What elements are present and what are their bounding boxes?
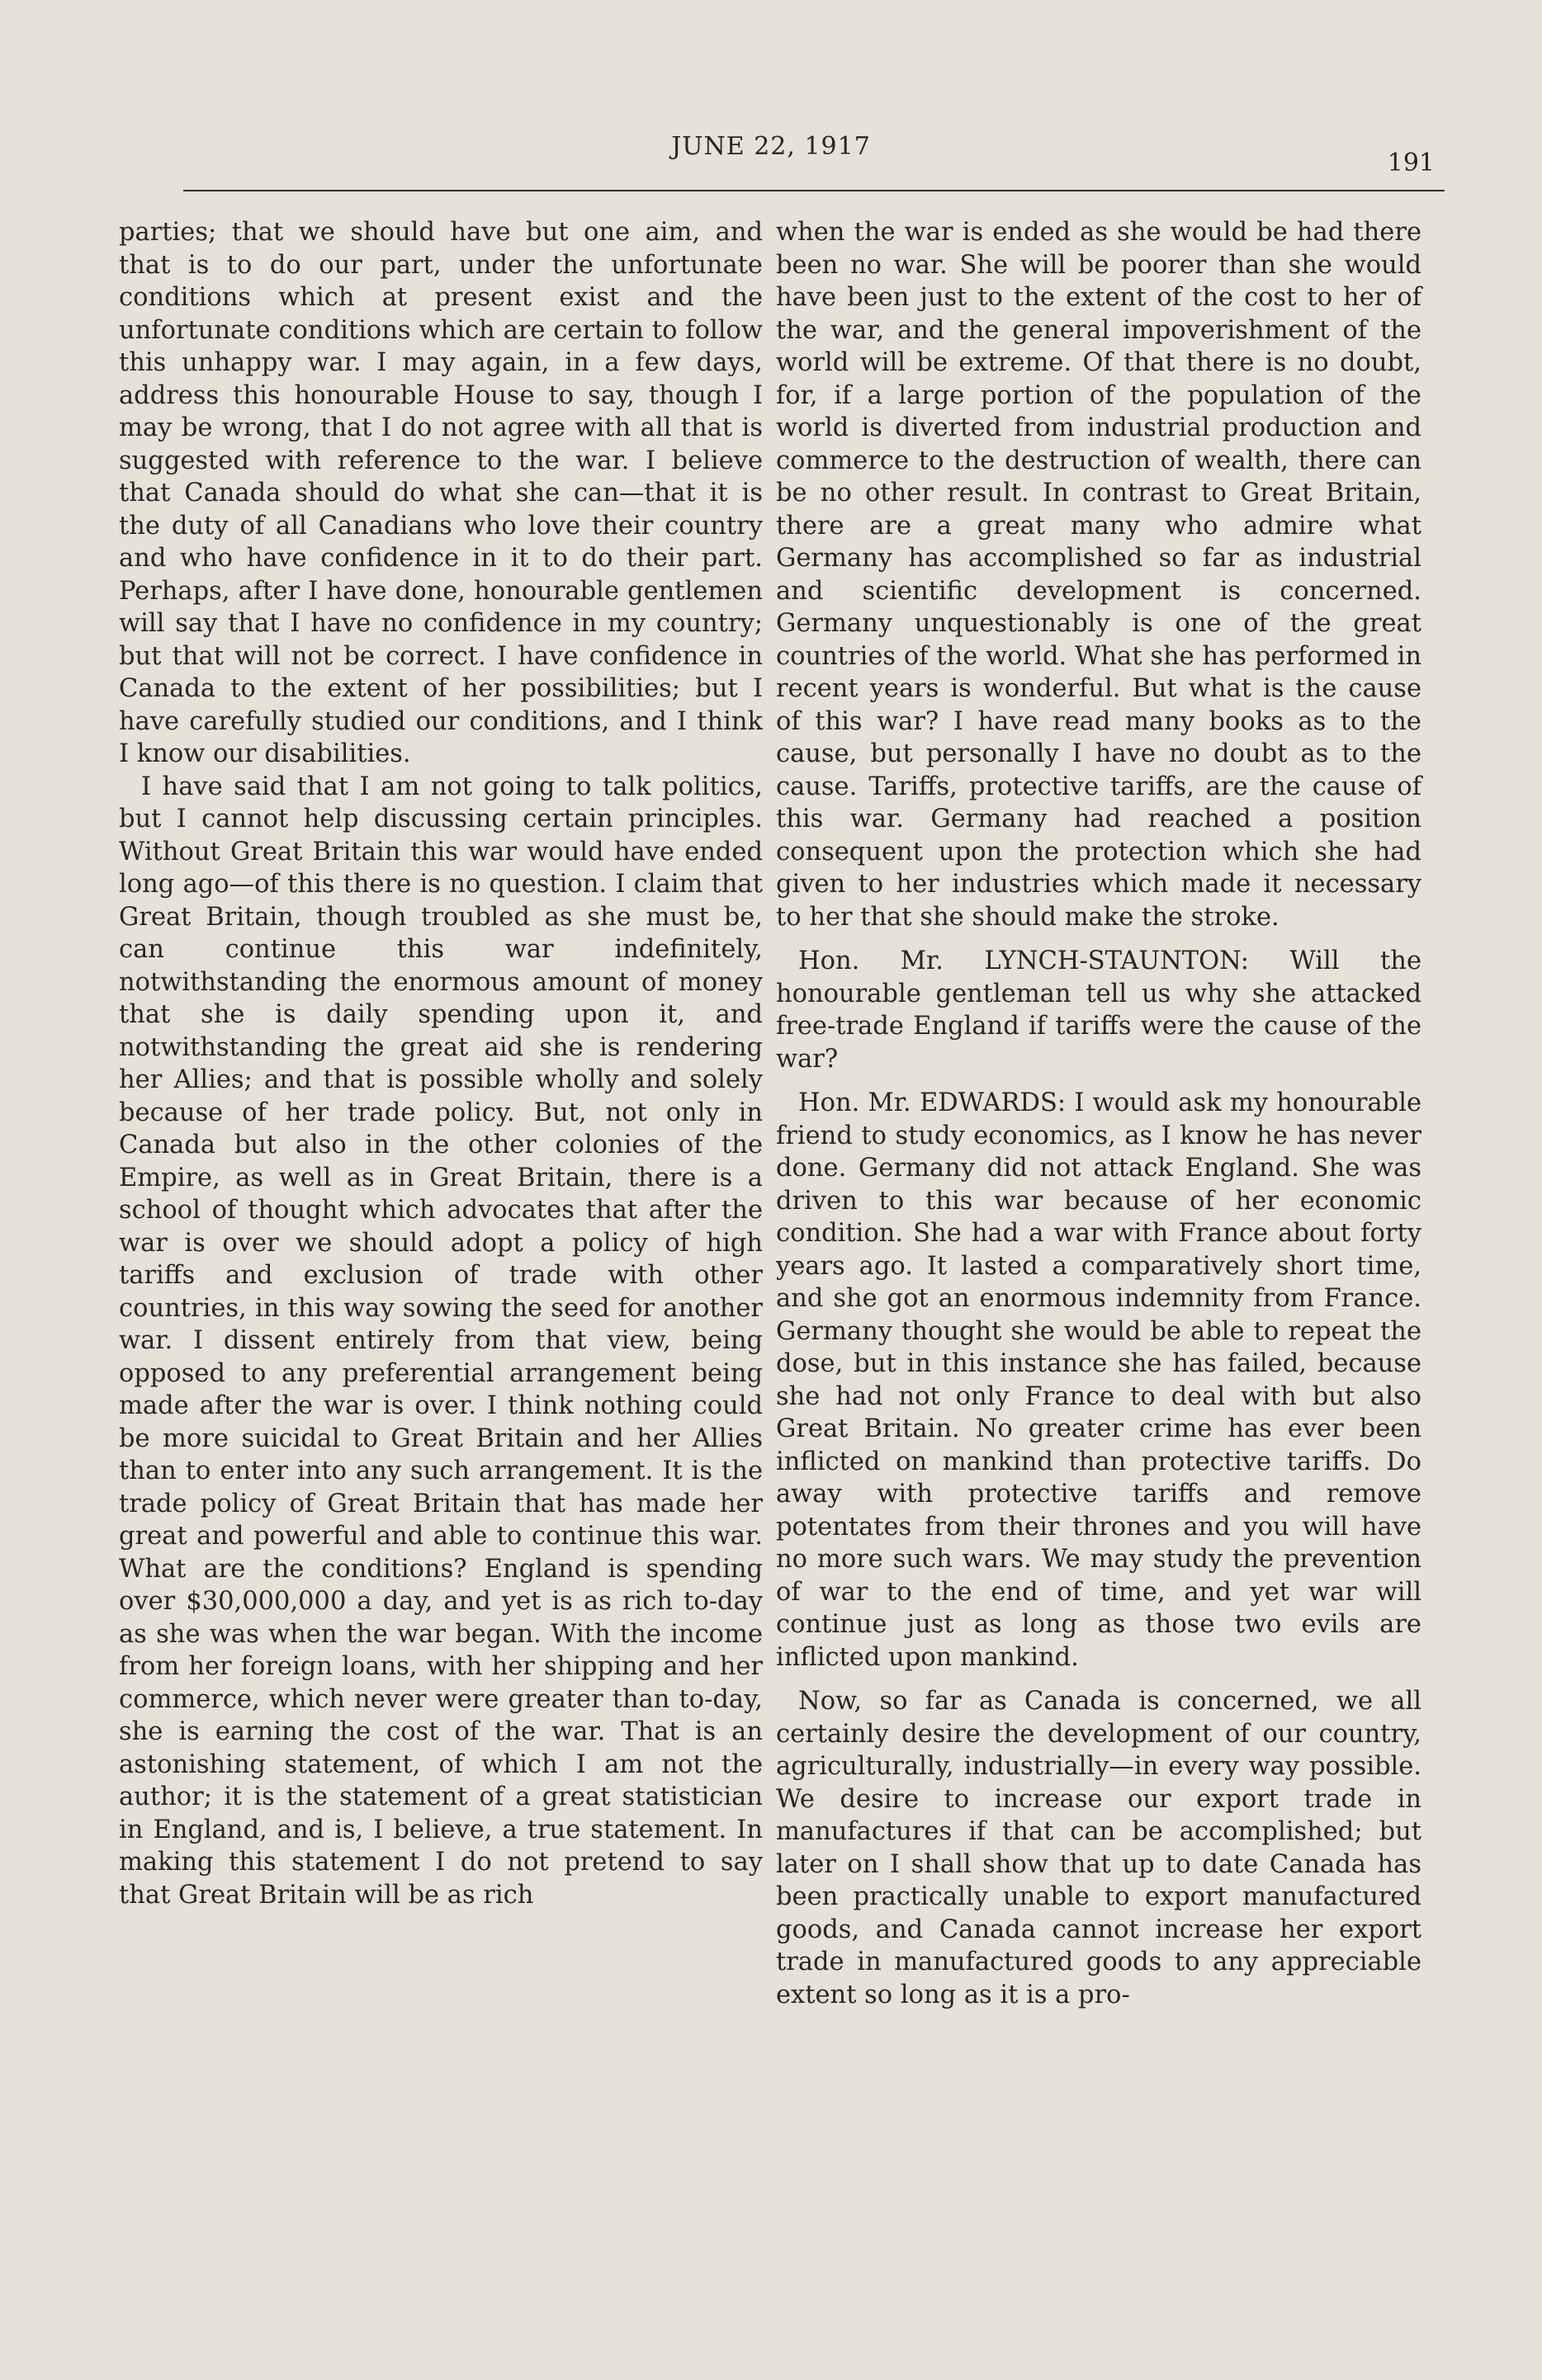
left-column	[119, 216, 763, 1911]
right-column	[776, 216, 1421, 2011]
paragraph: when the war is ended as she would be had there been no war. She will be poorer than she would have been just to the extent of the cost to her of the war, and the general impoverishment of the world will be extreme. Of that there is no doubt, for, if a large portion of the population of the world is diverted from industrial production and commerce to the destruction of wealth, there can be no other result. In contrast to Great Britain, there are a great many who admire what Germany has accomplished so far as industrial and scientific development is concerned. Germany unquestionably is one of the great countries of the world. What she has performed in recent years is wonderful. But what is the cause of this war? I have read many books as to the cause, but personally I have no doubt as to the cause. Tariffs, protective tariffs, are the cause of this war. Germany had reached a position consequent upon the protection which she had given to her industries which made it necessary to her that she should make the stroke.	[776, 218, 1421, 932]
header-rule	[183, 190, 1445, 191]
paragraph-speaker-lynch-staunton: Hon. Mr. LYNCH-STAUNTON: Will the honourable gentleman tell us why she attacked free-trade England if tariffs were the cause of the war?	[776, 947, 1421, 1074]
paragraph: parties; that we should have but one aim, and that is to do our part, under the unfortunate conditions which at present exist and the unfortunate conditions which are certain to follow this unhappy war. I may again, in a few days, address this honourable House to say, though I may be wrong, that I do not agree with all that is suggested with reference to the war. I believe that Canada should do what she can—that it is the duty of all Canadians who love their country and who have confidence in it to do their part. Perhaps, after I have done, honourable gentlemen will say that I have no confidence in my country; but that will not be correct. I have confidence in Canada to the extent of her possibilities; but I have carefully studied our conditions, and I think I know our disabilities.	[119, 218, 763, 768]
paragraph-speaker-edwards: Hon. Mr. EDWARDS: I would ask my honourable friend to study economics, as I know he has never done. Germany did not attack England. She was driven to this war because of her economic condition. She had a war with France about forty years ago. It lasted a comparatively short time, and she got an enormous indemnity from France. Germany thought she would be able to repeat the dose, but in this instance she has failed, because she had not only France to deal with but also Great Britain. No greater crime has ever been inflicted on mankind than protective tariffs. Do away with protective tariffs and remove potentates from their thrones and you will have no more such wars. We may study the prevention of war to the end of time, and yet war will continue just as long as those two evils are inflicted upon mankind.	[776, 1088, 1421, 1672]
paragraph: I have said that I am not going to talk politics, but I cannot help discussing certain principles. Without Great Britain this war would have ended long ago—of this there is no question. I claim that Great Britain, though troubled as she must be, can continue this war indefinitely, notwithstanding the enormous amount of money that she is daily spending upon it, and notwithstanding the great aid she is rendering her Allies; and that is possible wholly and solely because of her trade policy. But, not only in Canada but also in the other colonies of the Empire, as well as in Great Britain, there is a school of thought which advocates that after the war is over we should adopt a policy of high tariffs and exclusion of trade with other countries, in this way sowing the seed for another war. I dissent entirely from that view, being opposed to any preferential arrangement being made after the war is over. I think nothing could be more suicidal to Great Britain and her Allies than to enter into any such arrangement. It is the trade policy of Great Britain that has made her great and powerful and able to continue this war. What are the conditions? England is spending over $30,000,000 a day, and yet is as rich to-day as she was when the war began. With the income from her foreign loans, with her shipping and her commerce, which never were greater than to-day, she is earning the cost of the war. That is an astonishing statement, of which I am not the author; it is the statement of a great statistician in England, and is, I believe, a true statement. In making this statement I do not pretend to say that Great Britain will be as rich	[119, 772, 763, 1910]
page-date: JUNE 22, 1917	[671, 132, 871, 161]
paragraph: Now, so far as Canada is concerned, we all certainly desire the development of our country, agriculturally, industrially—in every way possible. We desire to increase our export trade in manufactures if that can be accomplished; but later on I shall show that up to date Canada has been practically unable to export manufactured goods, and Canada cannot increase her export trade in manufactured goods to any appreciable extent so long as it is a pro-	[776, 1687, 1421, 2009]
page-number: 191	[1387, 149, 1435, 177]
